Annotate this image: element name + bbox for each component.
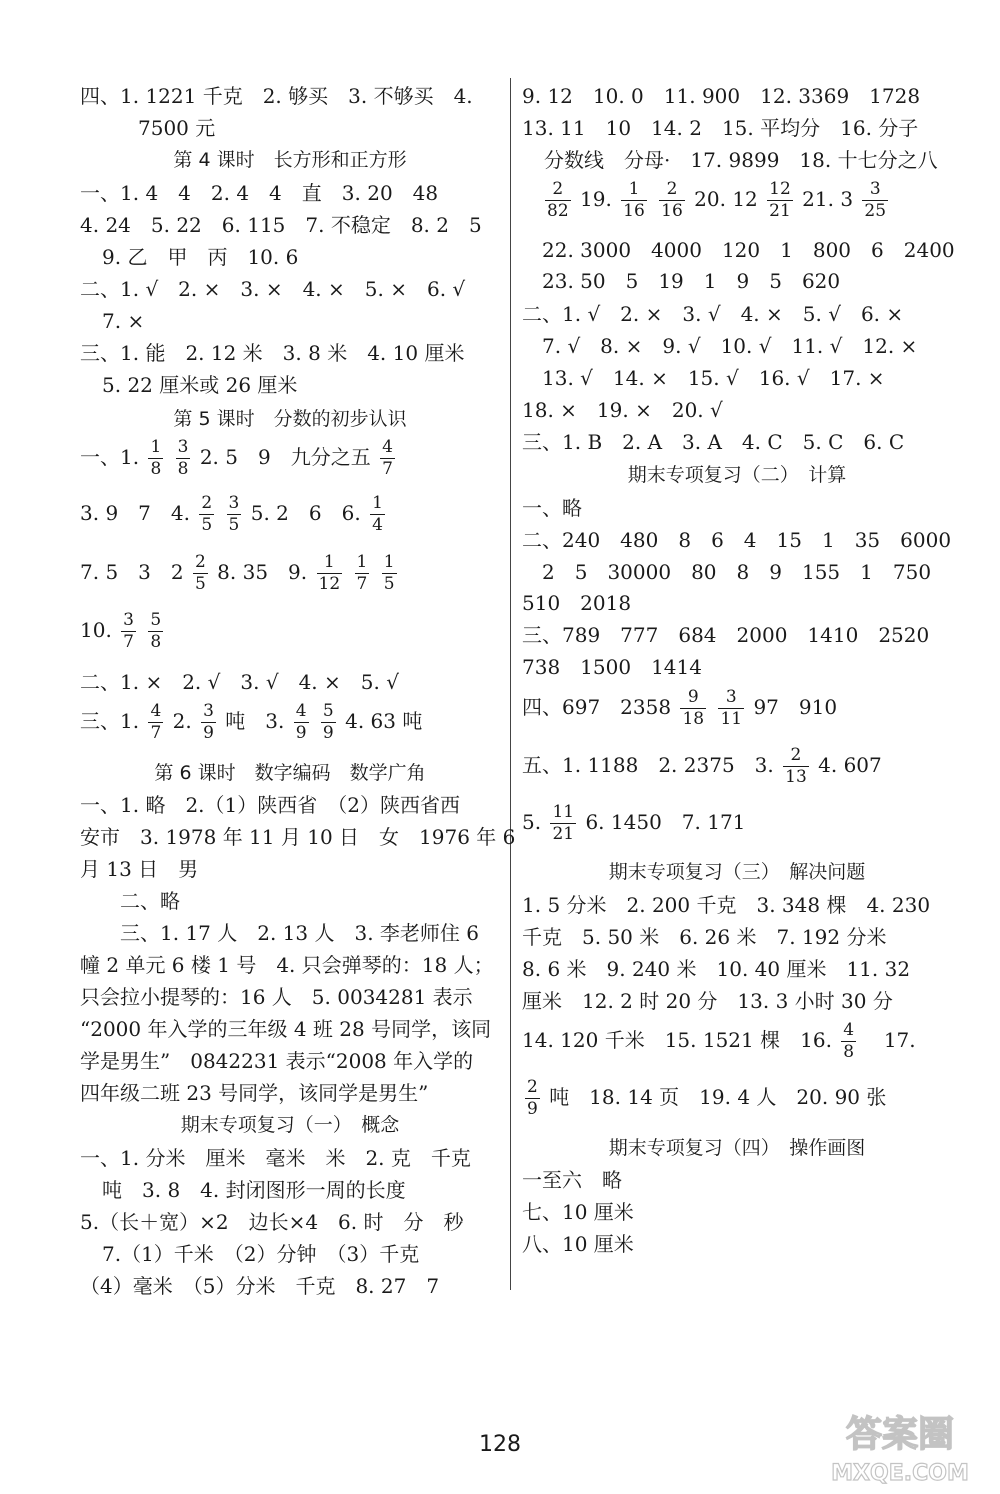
answer-line: 1. 5 分米 2. 200 千克 3. 348 棵 4. 230 xyxy=(522,893,931,917)
denominator: 7 xyxy=(150,723,162,743)
watermark-url: MXQE.COM xyxy=(831,1461,969,1486)
numerator: 3 xyxy=(869,179,881,199)
answer-line: 9. 乙 甲 丙 10. 6 xyxy=(102,245,299,269)
numerator: 2 xyxy=(790,745,802,765)
page-number: 128 xyxy=(479,1432,521,1457)
answer-line: 二、1. × 2. √ 3. √ 4. × 5. √ xyxy=(80,670,399,694)
section-title: 期末专项复习（四） 操作画图 xyxy=(608,1137,866,1159)
answer-text: 21. 3 xyxy=(802,187,854,211)
answer-line: 一至六 略 xyxy=(522,1168,622,1192)
numerator: 3 xyxy=(123,610,134,630)
answer-text: 3. 9 7 4. xyxy=(80,501,190,525)
denominator: 5 xyxy=(383,574,395,594)
answer-line: 22. 3000 4000 120 1 800 6 2400 xyxy=(542,238,955,262)
section-title: 期末专项复习（一） 概念 xyxy=(180,1114,400,1136)
fraction xyxy=(545,180,571,221)
fraction xyxy=(148,702,163,743)
fraction xyxy=(525,1078,540,1119)
numerator: 4 xyxy=(843,1020,855,1040)
fraction xyxy=(550,803,576,844)
numerator: 11 xyxy=(552,802,575,822)
answer-text: 6. 1450 7. 171 xyxy=(585,810,746,834)
answer-line: 二、1. √ 2. × 3. × 4. × 5. × 6. √ xyxy=(80,277,466,301)
denominator: 16 xyxy=(623,201,645,221)
fraction xyxy=(680,688,706,729)
denominator: 5 xyxy=(201,515,213,535)
numerator: 1 xyxy=(150,437,162,457)
answer-line: 二、略 xyxy=(120,889,180,913)
answer-line: 二、1. √ 2. × 3. √ 4. × 5. √ 6. × xyxy=(522,302,904,326)
numerator: 5 xyxy=(322,701,334,721)
answer-line: 吨 3. 8 4. 封闭图形一周的长度 xyxy=(102,1178,406,1202)
fraction xyxy=(841,1021,856,1062)
answer-line: 分数线 分母· 17. 9899 18. 十七分之八 xyxy=(544,148,938,172)
denominator: 8 xyxy=(150,632,162,652)
numerator: 1 xyxy=(323,552,335,572)
answer-line: 510 2018 xyxy=(522,591,632,615)
numerator: 3 xyxy=(228,493,240,513)
fraction xyxy=(148,611,163,652)
answer-line: 学是男生” 0842231 表示“2008 年入学的 xyxy=(80,1049,474,1073)
answer-line: 5.（长＋宽）×2 边长×4 6. 时 分 秒 xyxy=(80,1210,464,1234)
answer-line: 一、1. 分米 厘米 毫米 米 2. 克 千克 xyxy=(80,1146,471,1170)
answer-line: 13. √ 14. × 15. √ 16. √ 17. × xyxy=(542,366,885,390)
answer-text: 7. 5 3 2 xyxy=(80,560,184,584)
answer-line: 7500 元 xyxy=(138,116,216,140)
denominator: 18 xyxy=(682,709,705,729)
answer-text: 三、1. xyxy=(80,709,140,733)
numerator: 2 xyxy=(194,552,206,572)
section-title: 期末专项复习（三） 解决问题 xyxy=(608,861,866,883)
fraction xyxy=(176,438,191,479)
section-title: 第 5 课时 分数的初步认识 xyxy=(173,408,407,430)
denominator: 8 xyxy=(177,459,189,479)
watermark-logo xyxy=(810,1400,990,1490)
fraction-line xyxy=(522,746,882,787)
section-title: 第 6 课时 数字编码 数学广角 xyxy=(154,762,426,784)
answer-line: 四、1. 1221 千克 2. 够买 3. 不够买 4. xyxy=(80,84,473,108)
denominator: 82 xyxy=(547,201,569,221)
fraction-line xyxy=(80,438,398,479)
answer-text: 五、1. 1188 2. 2375 3. xyxy=(522,753,774,777)
fraction xyxy=(370,494,385,535)
denominator: 5 xyxy=(194,574,206,594)
answer-text: 5. 2 6 6. xyxy=(250,501,361,525)
answer-line: 一、1. 略 2.（1）陕西省 （2）陕西省西 xyxy=(80,793,460,817)
denominator: 12 xyxy=(318,574,341,594)
numerator: 1 xyxy=(372,493,383,513)
fraction xyxy=(718,688,744,729)
denominator: 21 xyxy=(769,201,791,221)
answer-line: 7.（1）千米 （2）分钟 （3）千克 xyxy=(102,1242,420,1266)
numerator: 2 xyxy=(201,493,213,513)
answer-line: 三、1. 能 2. 12 米 3. 8 米 4. 10 厘米 xyxy=(80,341,465,365)
answer-text: 14. 120 千米 15. 1521 棵 16. xyxy=(522,1028,832,1052)
section-title: 期末专项复习（二） 计算 xyxy=(627,464,847,486)
fraction xyxy=(317,553,343,594)
numerator: 5 xyxy=(150,610,162,630)
denominator: 13 xyxy=(785,767,807,787)
denominator: 9 xyxy=(295,723,307,743)
fraction xyxy=(199,494,214,535)
fraction xyxy=(193,553,208,594)
answer-line: （4）毫米 （5）分米 千克 8. 27 7 xyxy=(80,1274,440,1298)
answer-text: 四、697 2358 xyxy=(522,695,672,719)
numerator: 9 xyxy=(687,687,699,707)
denominator: 16 xyxy=(661,201,683,221)
answer-line: 7. × xyxy=(102,309,145,333)
fraction xyxy=(121,611,136,652)
answer-line: 八、10 厘米 xyxy=(522,1232,634,1256)
answer-line: 四年级二班 23 号同学，该同学是男生” xyxy=(80,1081,429,1105)
answer-line: 23. 50 5 19 1 9 5 620 xyxy=(542,269,841,293)
fraction xyxy=(321,702,336,743)
numerator: 3 xyxy=(725,687,737,707)
fraction xyxy=(767,180,793,221)
denominator: 7 xyxy=(382,459,393,479)
answer-text: 10. xyxy=(80,618,112,642)
denominator: 7 xyxy=(356,574,368,594)
answer-line: 18. × 19. × 20. √ xyxy=(522,398,723,422)
answer-line: 7. √ 8. × 9. √ 10. √ 11. √ 12. × xyxy=(542,334,918,358)
fraction-line xyxy=(80,702,422,743)
fraction xyxy=(294,702,309,743)
answer-text: 8. 35 9. xyxy=(217,560,308,584)
fraction-line xyxy=(522,1078,886,1119)
column-divider xyxy=(510,78,511,1290)
answer-line: 8. 6 米 9. 240 米 10. 40 厘米 11. 32 xyxy=(522,957,911,981)
denominator: 5 xyxy=(228,515,240,535)
fraction xyxy=(659,180,685,221)
answer-line: 2 5 30000 80 8 9 155 1 750 xyxy=(542,560,932,584)
fraction-line xyxy=(522,803,745,844)
answer-line: 千克 5. 50 米 6. 26 米 7. 192 分米 xyxy=(522,925,887,949)
fraction-line xyxy=(80,611,166,652)
answer-line: 二、240 480 8 6 4 15 1 35 6000 xyxy=(522,528,952,552)
fraction xyxy=(862,180,888,221)
numerator: 1 xyxy=(383,552,395,572)
answer-line: 三、789 777 684 2000 1410 2520 xyxy=(522,623,930,647)
fraction xyxy=(201,702,216,743)
fraction-line xyxy=(80,494,388,535)
numerator: 4 xyxy=(150,701,162,721)
denominator: 8 xyxy=(150,459,162,479)
fraction xyxy=(380,438,395,479)
denominator: 9 xyxy=(527,1099,538,1119)
denominator: 11 xyxy=(720,709,743,729)
answer-line: 只会拉小提琴的：16 人 5. 0034281 表示 xyxy=(80,985,473,1009)
numerator: 3 xyxy=(203,701,214,721)
section-title: 第 4 课时 长方形和正方形 xyxy=(173,149,407,171)
watermark-text: 答案圈 xyxy=(845,1414,955,1455)
denominator: 9 xyxy=(322,723,334,743)
numerator: 4 xyxy=(382,437,393,457)
denominator: 21 xyxy=(552,824,575,844)
answer-text: 吨 3. xyxy=(225,709,285,733)
fraction xyxy=(148,438,163,479)
answer-text: 5. xyxy=(522,810,542,834)
answer-text: 4. 607 xyxy=(818,753,882,777)
answer-line: 9. 12 10. 0 11. 900 12. 3369 1728 xyxy=(522,84,921,108)
fraction xyxy=(621,180,647,221)
answer-line: 5. 22 厘米或 26 厘米 xyxy=(102,373,298,397)
fraction-line xyxy=(522,688,837,729)
answer-line: 13. 11 10 14. 2 15. 平均分 16. 分子 xyxy=(522,116,919,140)
answer-line: 4. 24 5. 22 6. 115 7. 不稳定 8. 2 5 xyxy=(80,213,482,237)
answer-text: 19. xyxy=(580,187,612,211)
answer-line: 月 13 日 男 xyxy=(80,857,199,881)
denominator: 7 xyxy=(123,632,134,652)
denominator: 9 xyxy=(203,723,214,743)
answer-line: 安市 3. 1978 年 11 月 10 日 女 1976 年 6 xyxy=(80,825,516,849)
numerator: 12 xyxy=(769,179,791,199)
answer-line: 一、1. 4 4 2. 4 4 直 3. 20 48 xyxy=(80,181,439,205)
fraction xyxy=(783,746,809,787)
denominator: 25 xyxy=(864,201,887,221)
numerator: 2 xyxy=(527,1077,538,1097)
answer-text: 17. xyxy=(883,1028,916,1052)
answer-line: 一、略 xyxy=(522,496,582,520)
numerator: 1 xyxy=(628,179,640,199)
fraction xyxy=(355,553,370,594)
answer-text: 2. xyxy=(172,709,192,733)
answer-line: 幢 2 单元 6 楼 1 号 4. 只会弹琴的：18 人； xyxy=(80,953,494,977)
fraction xyxy=(227,494,242,535)
fraction xyxy=(382,553,397,594)
numerator: 2 xyxy=(552,179,564,199)
answer-text: 97 910 xyxy=(753,695,838,719)
answer-text: 吨 18. 14 页 19. 4 人 20. 90 张 xyxy=(549,1085,887,1109)
numerator: 1 xyxy=(356,552,368,572)
answer-text: 2. 5 9 九分之五 xyxy=(199,445,371,469)
answer-text: 20. 12 xyxy=(694,187,758,211)
numerator: 2 xyxy=(666,179,678,199)
answer-line: 厘米 12. 2 时 20 分 13. 3 小时 30 分 xyxy=(522,989,893,1013)
fraction-line xyxy=(542,180,891,221)
answer-line: 七、10 厘米 xyxy=(522,1200,634,1224)
answer-line: “2000 年入学的三年级 4 班 28 号同学，该同 xyxy=(80,1017,492,1041)
fraction-line xyxy=(80,553,400,594)
answer-line: 738 1500 1414 xyxy=(522,655,702,679)
answer-line: 三、1. B 2. A 3. A 4. C 5. C 6. C xyxy=(522,430,905,454)
numerator: 3 xyxy=(177,437,189,457)
fraction-line xyxy=(522,1021,916,1062)
answer-text: 一、1. xyxy=(80,445,140,469)
denominator: 8 xyxy=(843,1042,855,1062)
denominator: 4 xyxy=(372,515,383,535)
answer-line: 三、1. 17 人 2. 13 人 3. 李老师住 6 xyxy=(120,921,480,945)
numerator: 4 xyxy=(295,701,307,721)
answer-text: 4. 63 吨 xyxy=(345,709,423,733)
